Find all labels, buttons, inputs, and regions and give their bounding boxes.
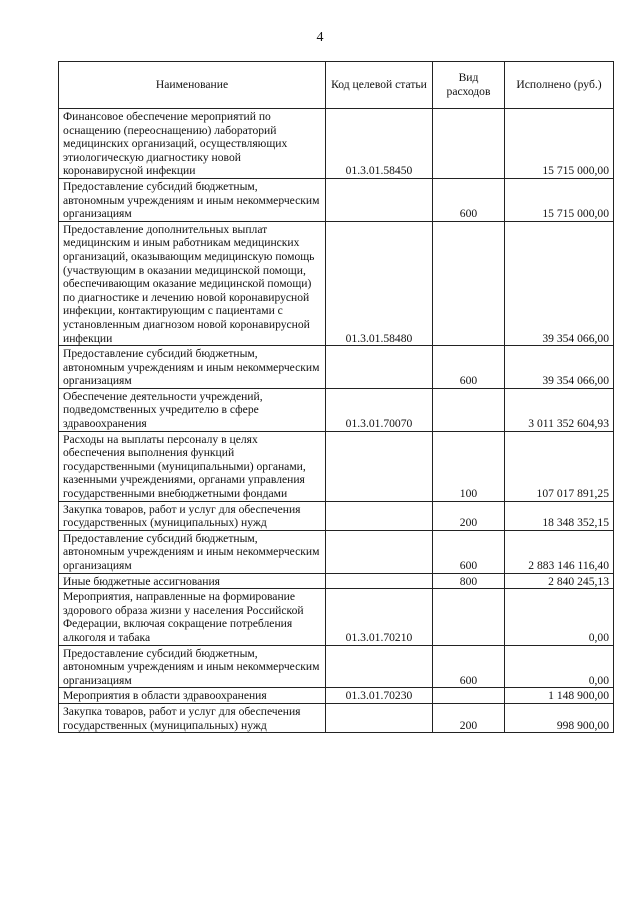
table-row [59, 388, 614, 431]
column-header-type: Вид расходов [433, 62, 505, 109]
cell-type: 600 [433, 346, 505, 389]
column-header-name: Наименование [59, 62, 326, 109]
cell-sum: 15 715 000,00 [505, 178, 614, 221]
table-row [59, 688, 614, 704]
cell-sum: 18 348 352,15 [505, 501, 614, 530]
column-header-code: Код целевой статьи [326, 62, 433, 109]
cell-type [433, 688, 505, 704]
cell-type [433, 109, 505, 179]
cell-type: 100 [433, 431, 505, 501]
cell-code: 01.3.01.70070 [326, 388, 433, 431]
cell-name: Предоставление субсидий бюджетным, автономным учреждениям и иным некоммерческим организациям [59, 530, 326, 573]
cell-code [326, 645, 433, 688]
table-row [59, 221, 614, 345]
cell-sum: 0,00 [505, 589, 614, 645]
cell-sum: 1 148 900,00 [505, 688, 614, 704]
cell-code [326, 431, 433, 501]
cell-type: 600 [433, 645, 505, 688]
cell-type: 600 [433, 178, 505, 221]
table-row [59, 178, 614, 221]
cell-name: Обеспечение деятельности учреждений, подведомственных учредителю в сфере здравоохранения [59, 388, 326, 431]
cell-code [326, 573, 433, 589]
cell-code: 01.3.01.70210 [326, 589, 433, 645]
cell-type [433, 221, 505, 345]
cell-type: 600 [433, 530, 505, 573]
cell-name: Предоставление субсидий бюджетным, автономным учреждениям и иным некоммерческим организациям [59, 645, 326, 688]
cell-type: 800 [433, 573, 505, 589]
cell-code [326, 178, 433, 221]
cell-name: Предоставление субсидий бюджетным, автономным учреждениям и иным некоммерческим организациям [59, 346, 326, 389]
cell-code: 01.3.01.70230 [326, 688, 433, 704]
cell-name: Расходы на выплаты персоналу в целях обеспечения выполнения функций государственными (муниципальными) органами, казенными учреждениями, органами управления государственными внебюджетными фондами [59, 431, 326, 501]
cell-sum: 39 354 066,00 [505, 346, 614, 389]
table-header-row [59, 62, 614, 109]
cell-name: Предоставление дополнительных выплат медицинским и иным работникам медицинских организаций, оказывающим медицинскую помощь (участвующим в оказании медицинской помощи, обеспечивающим оказание медицинской помощи) по диагностике и лечению новой коронавирусной инфекции, контактирующим с пациентами с установленным диагнозом новой коронавирусной инфекции [59, 221, 326, 345]
cell-code [326, 501, 433, 530]
cell-name: Мероприятия в области здравоохранения [59, 688, 326, 704]
cell-sum: 998 900,00 [505, 703, 614, 732]
column-header-sum: Исполнено (руб.) [505, 62, 614, 109]
table-row [59, 645, 614, 688]
table-row [59, 346, 614, 389]
cell-name: Закупка товаров, работ и услуг для обеспечения государственных (муниципальных) нужд [59, 501, 326, 530]
budget-execution-table [58, 61, 614, 733]
cell-sum: 2 840 245,13 [505, 573, 614, 589]
cell-code [326, 346, 433, 389]
table-row [59, 431, 614, 501]
cell-sum: 0,00 [505, 645, 614, 688]
cell-type [433, 589, 505, 645]
cell-code [326, 703, 433, 732]
cell-sum: 2 883 146 116,40 [505, 530, 614, 573]
cell-name: Финансовое обеспечение мероприятий по оснащению (переоснащению) лабораторий медицинских организаций, осуществляющих этиологическую диагностику новой коронавирусной инфекции [59, 109, 326, 179]
cell-code: 01.3.01.58450 [326, 109, 433, 179]
cell-name: Мероприятия, направленные на формирование здорового образа жизни у населения Российской Федерации, включая сокращение потребления алкоголя и табака [59, 589, 326, 645]
table-row [59, 501, 614, 530]
table-row [59, 530, 614, 573]
table-row [59, 703, 614, 732]
cell-code [326, 530, 433, 573]
cell-sum: 107 017 891,25 [505, 431, 614, 501]
cell-name: Иные бюджетные ассигнования [59, 573, 326, 589]
page-number: 4 [316, 30, 324, 45]
table-row [59, 589, 614, 645]
cell-type [433, 388, 505, 431]
cell-name: Предоставление субсидий бюджетным, автономным учреждениям и иным некоммерческим организациям [59, 178, 326, 221]
table-row [59, 573, 614, 589]
cell-type: 200 [433, 703, 505, 732]
cell-sum: 15 715 000,00 [505, 109, 614, 179]
cell-type: 200 [433, 501, 505, 530]
table-body [59, 109, 614, 733]
cell-sum: 39 354 066,00 [505, 221, 614, 345]
cell-name: Закупка товаров, работ и услуг для обеспечения государственных (муниципальных) нужд [59, 703, 326, 732]
cell-code: 01.3.01.58480 [326, 221, 433, 345]
cell-sum: 3 011 352 604,93 [505, 388, 614, 431]
table-row [59, 109, 614, 179]
